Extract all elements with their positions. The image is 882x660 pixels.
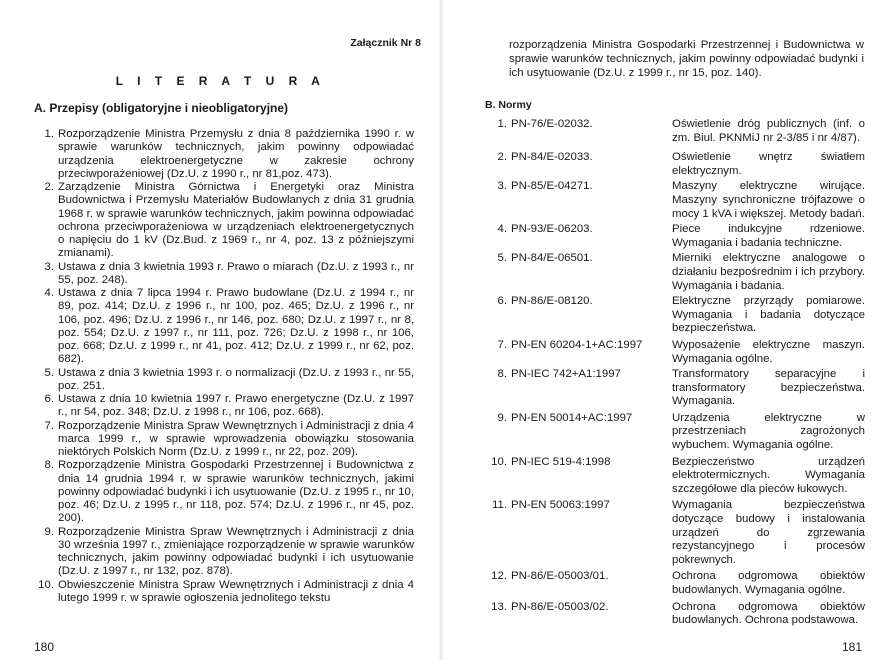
norm-code: PN-86/E-05003/02.: [511, 600, 609, 613]
norm-description: Ochrona odgromowa obiektów budowlanych. Wymagania ogólne.: [672, 570, 865, 596]
norm-number: 10.: [491, 455, 507, 468]
norm-code: PN-86/E-08120.: [511, 295, 593, 308]
list-item: [34, 393, 414, 420]
section-b-heading: B. Normy: [485, 99, 532, 111]
norm-item: [485, 339, 865, 366]
list-item: [34, 459, 414, 525]
norm-item: [485, 180, 865, 221]
norm-description: Oświetlenie dróg publicznych (inf. o zm. Biul. PKNMiJ nr 2-3/85 i nr 4/87).: [672, 118, 865, 144]
norm-number: 11.: [492, 499, 507, 512]
norm-item: [485, 570, 865, 597]
list-item: [34, 261, 414, 288]
item-text: Rozporządzenie Ministra Przemysłu z dnia 8 października 1990 r. w sprawie warunków technicznych, jakim powinny odpowiadać urządzenia elektroenergetyczne w zakresie ochrony przeciwporażeniowej (Dz.U. z 1990 r., nr 81,poz. 473).: [58, 128, 414, 180]
norm-number: 13.: [491, 600, 507, 613]
norm-description: Bezpieczeństwo urządzeń elektrotermicznych. Wymagania szczegółowe dla pieców łukowych.: [672, 455, 865, 495]
item-text: Ustawa z dnia 7 lipca 1994 r. Prawo budowlane (Dz.U. z 1994 r., nr 89, poz. 414; Dz.U. z 1996 r., nr 100, poz. 465; Dz.U. z 1996 r., nr 106, poz. 496; Dz.U. z 1996 r., nr 146, poz. 680; Dz.U. z 1997 r., nr 8, poz. 554; Dz.U. z 1997 r., nr 111, poz. 726; Dz.U. z 1998 r., nr 106, poz. 668; Dz.U. z 1999 r., nr 41, poz. 412; Dz.U. z 1999 r., nr 62, poz. 682).: [58, 287, 414, 366]
item-number: 4.: [44, 287, 54, 299]
standards-list: [485, 118, 865, 628]
norm-item: [485, 252, 865, 293]
item-number: 9.: [44, 525, 54, 538]
list-item: [34, 128, 414, 181]
norm-item: [485, 412, 865, 453]
item-number: 2.: [44, 181, 54, 193]
norm-code: PN-76/E-02032.: [511, 118, 593, 130]
norm-number: 6.: [497, 295, 507, 308]
annex-label: Załącznik Nr 8: [350, 37, 421, 49]
item-number: 3.: [44, 260, 54, 273]
list-item: [34, 579, 414, 606]
item-text: Ustawa z dnia 3 kwietnia 1993 r. o normalizacji (Dz.U. z 1993 r., nr 55, poz. 251.: [58, 366, 414, 392]
norm-item: [485, 295, 865, 336]
norm-description: Maszyny elektryczne wirujące. Maszyny synchroniczne trójfazowe o mocy 1 kVA i większej. Metody badań.: [672, 180, 865, 220]
norm-number: 9.: [497, 411, 507, 424]
item-text: Rozporządzenie Ministra Gospodarki Przestrzennej i Budownictwa z dnia 14 grudnia 1994 r. w sprawie warunków technicznych, jakimi powinny odpowiadać budynki i ich usytuowanie (Dz.U. z 1995 r., nr 10, poz. 46; Dz.U. z 1995 r., nr 118, poz. 574; Dz.U. z 1996 r., nr 45, poz. 200).: [58, 459, 414, 525]
norm-code: PN-EN 60204-1+AC:1997: [511, 338, 643, 351]
norm-number: 1.: [497, 118, 507, 130]
norm-description: Ochrona odgromowa obiektów budowlanych. Ochrona podstawowa.: [672, 600, 865, 627]
list-item: [34, 420, 414, 460]
norm-item: [485, 456, 865, 497]
norm-item: [485, 118, 865, 145]
page-number-right: 181: [841, 640, 862, 654]
norm-code: PN-EN 50063:1997: [511, 499, 610, 512]
item-text: Zarządzenie Ministra Górnictwa i Energetyki oraz Ministra Budownictwa i Przemysłu Materiałów Budowlanych z dnia 31 grudnia 1968 r. w sprawie warunków technicznych, jakim powinna odpowiadać ochrona przeciwporażeniowa w urządzeniach elektroenergetycznych o napięciu do 1 kV (Dz.Bud. z 1969 r., nr 4, poz. 13 z późniejszymi zmianami).: [58, 181, 414, 260]
norm-code: PN-84/E-02033.: [511, 151, 593, 164]
norm-code: PN-86/E-05003/01.: [511, 570, 609, 583]
norm-code: PN-84/E-06501.: [511, 252, 593, 265]
page-number-left: 180: [34, 640, 55, 654]
item-text: Ustawa z dnia 10 kwietnia 1997 r. Prawo energetyczne (Dz.U. z 1997 r., nr 54, poz. 348; Dz.U. z 1998 r., nr 106, poz. 668).: [58, 393, 414, 419]
item-text: Rozporządzenie Ministra Spraw Wewnętrznych i Administracji z dnia 30 września 1997 r., zmieniające rozporządzenie w sprawie warunków technicznych, jakim powinny odpowiadać budynki i ich usytuowanie (Dz.U. z 1997 r., nr 132, poz. 878).: [58, 525, 414, 578]
item-number: 7.: [44, 419, 54, 432]
norm-code: PN-85/E-04271.: [511, 180, 593, 193]
item-text: Ustawa z dnia 3 kwietnia 1993 r. Prawo o miarach (Dz.U. z 1993 r., nr 55, poz. 248).: [58, 260, 414, 286]
item-number: 10.: [38, 578, 54, 591]
norm-item: [485, 499, 865, 567]
list-item: [34, 181, 414, 261]
norm-number: 5.: [497, 252, 507, 265]
item-text: Obwieszczenie Ministra Spraw Wewnętrznych i Administracji z dnia 4 lutego 1999 r. w sprawie ogłoszenia jednolitego tekstu: [58, 578, 414, 604]
regulations-list: [34, 128, 414, 605]
norm-code: PN-EN 50014+AC:1997: [511, 411, 633, 424]
norm-number: 8.: [497, 368, 507, 381]
norm-description: Transformatory separacyjne i transformatory bezpieczeństwa. Wymagania.: [672, 368, 865, 408]
norm-number: 2.: [497, 151, 507, 164]
norm-number: 4.: [497, 223, 507, 236]
list-item: [34, 526, 414, 579]
norm-description: Urządzenia elektryczne w przestrzeniach zagrożonych wybuchem. Wymagania ogólne.: [672, 411, 865, 452]
norm-item: [485, 368, 865, 409]
item-text: Rozporządzenie Ministra Spraw Wewnętrznych i Administracji z dnia 4 marca 1999 r., w sprawie wprowadzenia obowiązku stosowania niektórych Polskich Norm (Dz.U. z 1999 r., nr 22, poz. 209).: [58, 419, 414, 458]
norm-description: Oświetlenie wnętrz światłem elektrycznym.: [672, 151, 865, 177]
norm-description: Elektryczne przyrządy pomiarowe. Wymagania i badania dotyczące bezpieczeństwa.: [672, 295, 865, 335]
item-number: 6.: [44, 393, 54, 405]
norm-item: [485, 151, 865, 178]
list-item: [34, 287, 414, 367]
literature-heading: L I T E R A T U R A: [115, 74, 326, 88]
item-number: 1.: [44, 128, 54, 140]
norm-description: Wyposażenie elektryczne maszyn. Wymagania ogólne.: [672, 338, 865, 365]
norm-code: PN-IEC 742+A1:1997: [511, 368, 621, 381]
item-number: 8.: [44, 459, 54, 472]
norm-code: PN-93/E-06203.: [511, 223, 593, 236]
norm-number: 3.: [497, 180, 507, 193]
norm-description: Mierniki elektryczne analogowe o działaniu bezpośrednim i ich przybory. Wymagania i badania.: [672, 252, 865, 292]
item-number: 5.: [44, 366, 54, 379]
norm-code: PN-IEC 519-4:1998: [511, 455, 611, 468]
continuation-text: rozporządzenia Ministra Gospodarki Przestrzennej i Budownictwa w sprawie warunków technicznych, jakim powinny odpowiadać budynki i ich usytuowanie (Dz.U. z 1999 r., nr 15, poz. 140).: [509, 39, 864, 79]
norm-description: Piece indukcyjne rdzeniowe. Wymagania i badania techniczne.: [672, 223, 865, 249]
norm-item: [485, 601, 865, 628]
section-a-heading: A. Przepisy (obligatoryjne i nieobligatoryjne): [34, 101, 289, 115]
norm-item: [485, 223, 865, 250]
norm-number: 12.: [491, 570, 507, 583]
norm-description: Wymagania bezpieczeństwa dotyczące budowy i instalowania urządzeń do zgrzewania rezystancyjnego i procesów pokrewnych.: [672, 499, 865, 566]
list-item: [34, 367, 414, 394]
norm-number: 7.: [497, 338, 507, 351]
